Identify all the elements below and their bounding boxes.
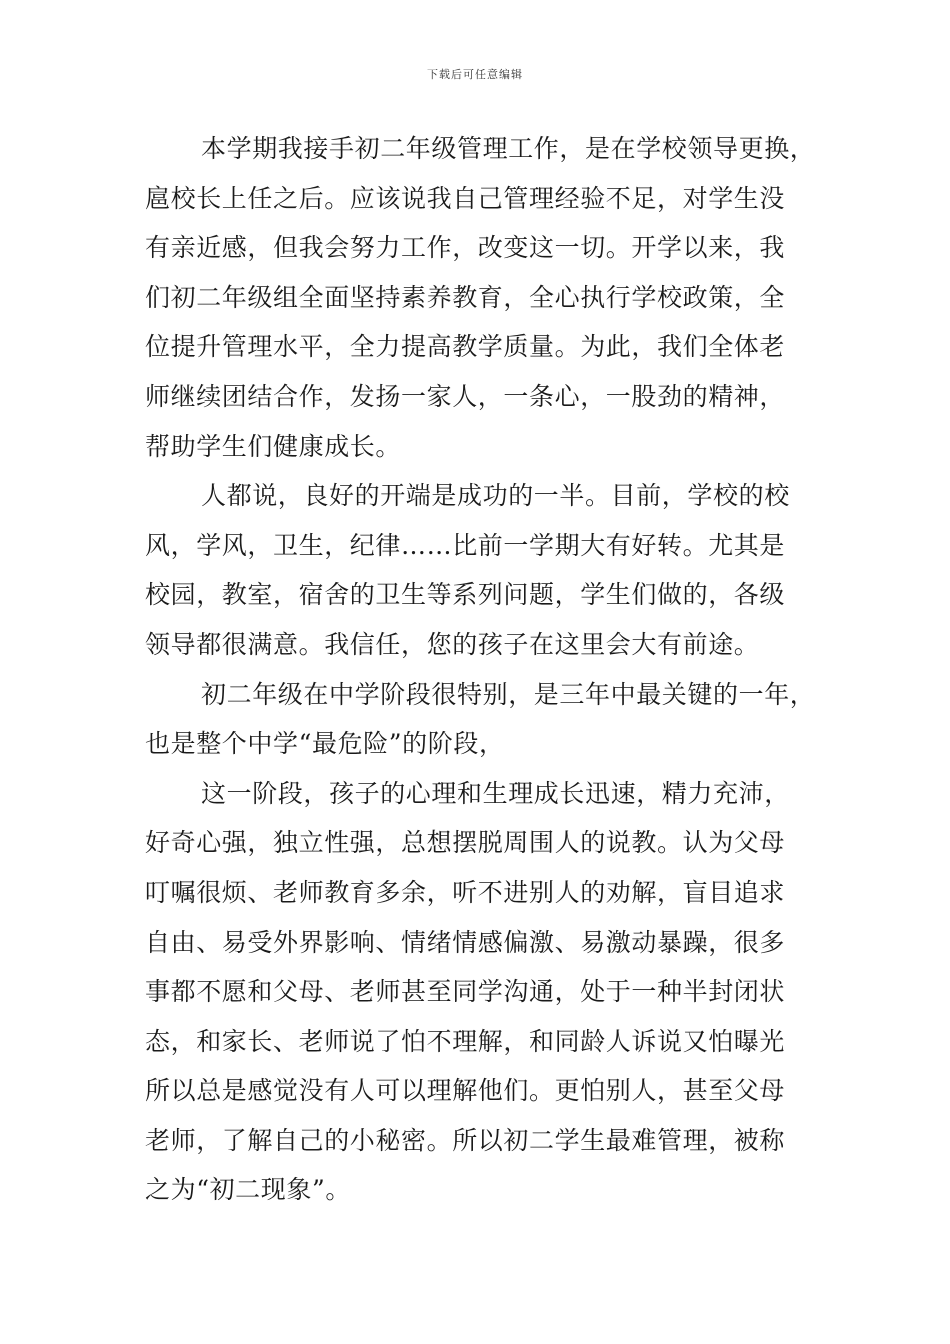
text-line: 态，和家长、老师说了怕不理解，和同龄人诉说又怕曝光 [145,1026,786,1056]
text-line: 事都不愿和父母、老师甚至同学沟通，处于一种半封闭状 [145,977,786,1007]
text-line: 人都说，良好的开端是成功的一半。目前，学校的校 [201,481,790,511]
text-line: 风，学风，卫生，纪律……比前一学期大有好转。尤其是 [145,530,786,560]
text-line: 所以总是感觉没有人可以理解他们。更怕别人，甚至父母 [145,1076,786,1106]
text-line: 位提升管理水平，全力提高教学质量。为此，我们全体老 [145,332,786,362]
text-line: 自由、易受外界影响、情绪情感偏激、易激动暴躁，很多 [145,927,786,957]
text-line: 好奇心强，独立性强，总想摆脱周围人的说教。认为父母 [145,828,786,858]
text-line: 们初二年级组全面坚持素养教育，全心执行学校政策，全 [145,282,786,312]
text-line: 叮嘱很烦、老师教育多余，听不进别人的劝解，盲目追求 [145,877,786,907]
text-line: 有亲近感，但我会努力工作，改变这一切。开学以来，我 [145,233,786,263]
text-line: 本学期我接手初二年级管理工作，是在学校领导更换， [201,134,816,163]
text-line: 初二年级在中学阶段很特别，是三年中最关键的一年， [201,679,816,709]
header-note: 下载后可任意编辑 [427,68,523,81]
text-line: 老师，了解自己的小秘密。所以初二学生最难管理，被称 [145,1125,786,1155]
text-line: 帮助学生们健康成长。 [145,431,402,461]
text-line: 校园，教室，宿舍的卫生等系列问题，学生们做的，各级 [145,580,786,610]
text-line: 之为“初二现象”。 [145,1175,351,1205]
body-text [145,124,835,1215]
text-line: 师继续团结合作，发扬一家人，一条心，一股劲的精神， [145,381,786,411]
text-line: 这一阶段，孩子的心理和生理成长迅速，精力充沛， [201,778,790,808]
text-line: 领导都很满意。我信任，您的孩子在这里会大有前途。 [145,629,760,659]
text-line: 扈校长上任之后。应该说我自己管理经验不足，对学生没 [145,183,786,213]
text-line: 也是整个中学“最危险”的阶段， [145,729,505,759]
